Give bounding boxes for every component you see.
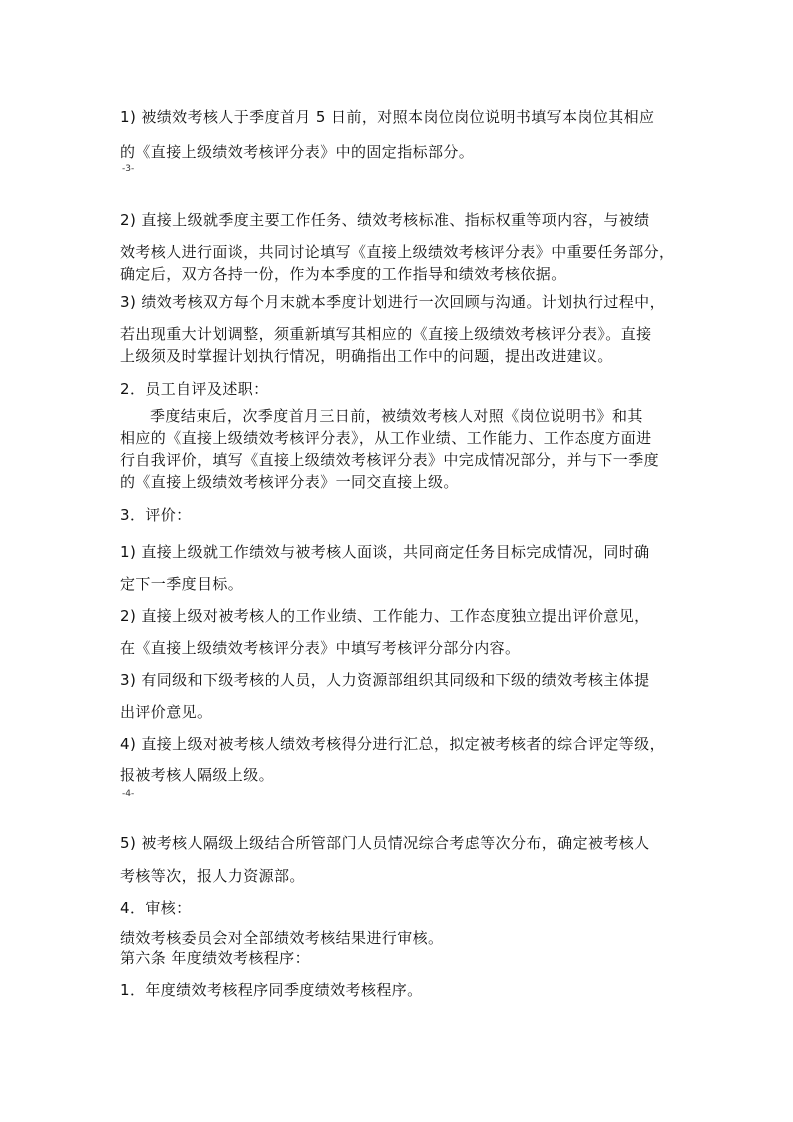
text-line: 行自我评价，填写《直接上级绩效考核评分表》中完成情况部分，并与下一季度 — [120, 451, 660, 469]
section-heading: 3．评价： — [120, 506, 192, 524]
text-line: 5) 被考核人隔级上级结合所管部门人员情况综合考虑等次分布，确定被考核人 — [120, 834, 650, 852]
text-line: 确定后，双方各持一份，作为本季度的工作指导和绩效考核依据。 — [120, 265, 567, 283]
text-line: 的《直接上级绩效考核评分表》一同交直接上级。 — [120, 473, 459, 491]
text-line: 上级须及时掌握计划执行情况，明确指出工作中的问题，提出改进建议。 — [120, 347, 613, 365]
text-line: 绩效考核委员会对全部绩效考核结果进行审核。 — [120, 929, 444, 947]
text-line: 定下一季度目标。 — [120, 575, 244, 593]
page-number: -4- — [122, 789, 135, 799]
text-line: 2) 直接上级就季度主要工作任务、绩效考核标准、指标权重等项内容，与被绩 — [120, 211, 650, 229]
section-heading: 4．审核： — [120, 899, 192, 917]
text-line: 2) 直接上级对被考核人的工作业绩、工作能力、工作态度独立提出评价意见， — [120, 607, 650, 625]
text-line: 在《直接上级绩效考核评分表》中填写考核评分部分内容。 — [120, 639, 521, 657]
text-line: 相应的《直接上级绩效考核评分表》，从工作业绩、工作能力、工作态度方面进 — [120, 429, 652, 447]
text-line: 1) 被绩效考核人于季度首月 5 日前，对照本岗位岗位说明书填写本岗位其相应 — [120, 108, 655, 126]
article-heading: 第六条 年度绩效考核程序： — [120, 949, 310, 967]
text-line: 4) 直接上级对被考核人绩效考核得分进行汇总，拟定被考核者的综合评定等级， — [120, 735, 665, 753]
text-line: 1) 直接上级就工作绩效与被考核人面谈，共同商定任务目标完成情况，同时确 — [120, 543, 650, 561]
section-heading: 2．员工自评及述职： — [120, 380, 269, 398]
text-line: 若出现重大计划调整，须重新填写其相应的《直接上级绩效考核评分表》。直接 — [120, 325, 652, 343]
text-line: 1．年度绩效考核程序同季度绩效考核程序。 — [120, 981, 423, 999]
text-line: 报被考核人隔级上级。 — [120, 766, 275, 784]
text-line: 3) 有同级和下级考核的人员，人力资源部组织其同级和下级的绩效考核主体提 — [120, 671, 650, 689]
page-number: -3- — [122, 164, 135, 174]
text-line: 季度结束后，次季度首月三日前，被绩效考核人对照《岗位说明书》和其 — [150, 407, 643, 425]
text-line: 的《直接上级绩效考核评分表》中的固定指标部分。 — [120, 143, 475, 161]
text-line: 出评价意见。 — [120, 703, 213, 721]
text-line: 考核等次，报人力资源部。 — [120, 867, 305, 885]
text-line: 效考核人进行面谈，共同讨论填写《直接上级绩效考核评分表》中重要任务部分， — [120, 243, 675, 261]
text-line: 3) 绩效考核双方每个月末就本季度计划进行一次回顾与沟通。计划执行过程中， — [120, 293, 665, 311]
